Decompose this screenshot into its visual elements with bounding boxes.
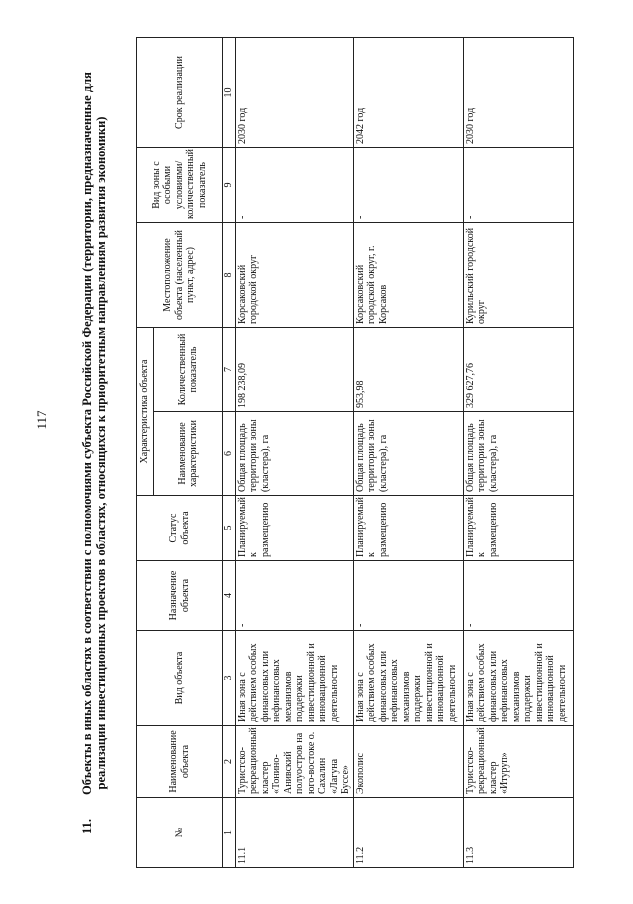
header-char-name: Наименование характеристики xyxy=(154,412,223,496)
section-heading xyxy=(78,38,136,868)
cell-zone: - xyxy=(353,148,463,223)
cell-purpose: - xyxy=(463,561,573,631)
section-number: 11. xyxy=(80,819,94,834)
header-location: Местоположение объекта (населенный пункт, адрес) xyxy=(137,223,223,328)
cell-name: Туристско-рекреационный кластер «Тонино-Анивский полуостров на юго-востоке о. Сахалин «Лагуна Буссе» xyxy=(235,726,353,798)
cell-no: 11.1 xyxy=(235,798,353,868)
cell-char-value: 198 238,09 xyxy=(235,328,353,412)
header-status: Статус объекта xyxy=(137,496,223,561)
header-characteristics: Характеристика объекта xyxy=(137,328,154,496)
table-row xyxy=(463,38,573,868)
header-name: Наименование объекта xyxy=(137,726,223,798)
column-number: 1 xyxy=(223,798,236,868)
page-number: 117 xyxy=(34,410,49,430)
objects-table xyxy=(136,37,574,868)
header-no: № xyxy=(137,798,223,868)
cell-zone: - xyxy=(235,148,353,223)
table-row xyxy=(235,38,353,868)
cell-purpose: - xyxy=(353,561,463,631)
column-number: 7 xyxy=(223,328,236,412)
cell-name: Туристско-рекреационный кластер «Итуруп» xyxy=(463,726,573,798)
cell-zone: - xyxy=(463,148,573,223)
cell-type: Иная зона с действием особых финансовых или нефинансовых механизмов поддержки инвестиционной и инновационной деятельности xyxy=(463,631,573,726)
cell-term: 2042 год xyxy=(353,38,463,148)
header-char-value: Количественный показатель xyxy=(154,328,223,412)
header-purpose: Назначение объекта xyxy=(137,561,223,631)
cell-location: Корсаковский городской округ xyxy=(235,223,353,328)
cell-char-name: Общая площадь территории зоны (кластера), га xyxy=(235,412,353,496)
cell-term: 2030 год xyxy=(235,38,353,148)
cell-status: Планируемый к размещению xyxy=(463,496,573,561)
column-number: 6 xyxy=(223,412,236,496)
cell-purpose: - xyxy=(235,561,353,631)
cell-location: Курильский городской округ xyxy=(463,223,573,328)
cell-status: Планируемый к размещению xyxy=(235,496,353,561)
cell-location: Корсаковский городской округ, г. Корсаков xyxy=(353,223,463,328)
header-zone: Вид зоны с особыми условиями/ количественный показатель xyxy=(137,148,223,223)
cell-type: Иная зона с действием особых финансовых или нефинансовых механизмов поддержки инвестиционной и инновационной деятельности xyxy=(353,631,463,726)
column-number: 10 xyxy=(223,38,236,148)
column-number: 4 xyxy=(223,561,236,631)
cell-char-name: Общая площадь территории зоны (кластера), га xyxy=(463,412,573,496)
cell-char-value: 953,98 xyxy=(353,328,463,412)
column-number: 8 xyxy=(223,223,236,328)
header-row xyxy=(137,38,154,868)
column-number: 9 xyxy=(223,148,236,223)
cell-no: 11.2 xyxy=(353,798,463,868)
cell-char-name: Общая площадь территории зоны (кластера), га xyxy=(353,412,463,496)
cell-status: Планируемый к размещению xyxy=(353,496,463,561)
header-term: Срок реализации xyxy=(137,38,223,148)
cell-no: 11.3 xyxy=(463,798,573,868)
rotated-page-content xyxy=(78,38,568,868)
cell-name: Экополис xyxy=(353,726,463,798)
table-row xyxy=(353,38,463,868)
header-type: Вид объекта xyxy=(137,631,223,726)
column-number: 3 xyxy=(223,631,236,726)
cell-char-value: 329 627,76 xyxy=(463,328,573,412)
column-number: 5 xyxy=(223,496,236,561)
section-title: Объекты в иных областях в соответствии с полномочиями субъекта Российской Федерации (территории, предназначенные для реализации инвестиционных проектов в областях, относящихся к приоритетным направлениям развития экономики) xyxy=(80,72,108,795)
cell-term: 2030 год xyxy=(463,38,573,148)
cell-type: Иная зона с действием особых финансовых или нефинансовых механизмов поддержки инвестиционной и инновационной деятельности xyxy=(235,631,353,726)
column-numbers-row xyxy=(223,38,236,868)
column-number: 2 xyxy=(223,726,236,798)
